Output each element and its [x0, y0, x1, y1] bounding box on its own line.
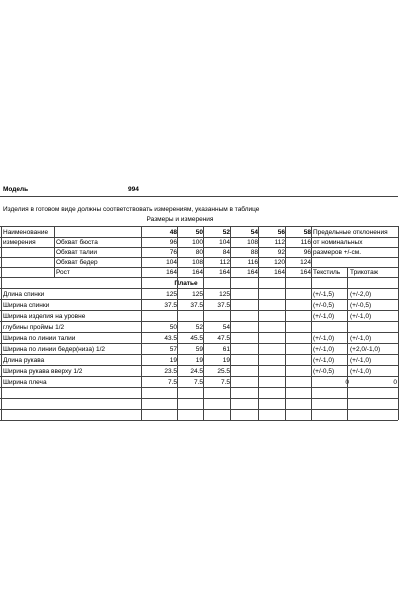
grid-line	[0, 247, 398, 248]
fabric-label-textile: Текстиль	[313, 269, 341, 276]
grid-line	[0, 332, 398, 333]
tolerance-header-line-3: размеров +/-см.	[313, 249, 362, 256]
dress-row-label: Ширина изделия на уровне	[3, 313, 86, 320]
tolerance-textile: 0	[345, 379, 349, 386]
grid-line	[347, 267, 348, 277]
cell-value: 45.5	[190, 335, 203, 342]
cell-value: 108	[247, 239, 258, 246]
cell-value: 47.5	[217, 335, 230, 342]
cell-value: 19	[195, 357, 203, 364]
row-label-height: Рост	[56, 269, 70, 276]
cell-value: 125	[192, 291, 203, 298]
grid-line	[0, 267, 398, 268]
grid-line	[0, 365, 398, 366]
dress-row-label: Ширина рукава вверху 1/2	[3, 368, 83, 375]
size-48-header: 48	[169, 229, 177, 236]
cell-value: 88	[250, 249, 258, 256]
tolerance-textile: (+/-0,5)	[313, 302, 335, 309]
tolerance-knit: 0	[393, 379, 397, 386]
row-label-waist: Обхват талии	[56, 249, 98, 256]
size-50-header: 50	[195, 229, 203, 236]
cell-value: 37.5	[217, 302, 230, 309]
dress-row-label: Ширина спинки	[3, 302, 50, 309]
grid-line	[0, 387, 398, 388]
grid-line	[1, 277, 2, 420]
tolerance-header-line-1: Предельные отклонения	[313, 229, 388, 236]
grid-line	[230, 277, 231, 420]
cell-value: 19	[222, 357, 230, 364]
cell-value: 54	[222, 324, 230, 331]
grid-line	[0, 343, 398, 344]
row-label-hips: Обхват бедер	[56, 259, 98, 266]
cell-value: 96	[303, 249, 311, 256]
cell-value: 7.5	[167, 379, 177, 386]
cell-value: 76	[169, 249, 177, 256]
cell-value: 164	[300, 269, 311, 276]
cell-value: 7.5	[193, 379, 203, 386]
model-label: Модель	[3, 186, 29, 193]
grid-line	[311, 277, 312, 420]
dress-row-label: Ширина по линии бедер(низа) 1/2	[3, 346, 105, 353]
cell-value: 112	[274, 239, 285, 246]
grid-line	[0, 310, 398, 311]
grid-line	[177, 226, 178, 277]
cell-value: 61	[222, 346, 230, 353]
tolerance-textile: (+/-1,0)	[313, 335, 335, 342]
cell-value: 84	[222, 249, 230, 256]
grid-line	[0, 277, 398, 278]
cell-value: 52	[195, 324, 203, 331]
row-label-bust: Обхват бюста	[56, 239, 98, 246]
grid-line	[0, 226, 398, 227]
grid-line	[347, 277, 348, 420]
grid-line	[0, 237, 398, 238]
grid-line	[0, 321, 398, 322]
grid-line	[258, 277, 259, 420]
grid-line	[0, 409, 398, 410]
cell-value: 116	[247, 259, 258, 266]
fabric-label-knit: Трикотаж	[350, 269, 379, 276]
grid-line	[0, 398, 398, 399]
cell-value: 125	[219, 291, 230, 298]
grid-line	[311, 226, 312, 277]
cell-value: 124	[300, 259, 311, 266]
grid-line	[285, 226, 286, 277]
cell-value: 59	[195, 346, 203, 353]
grid-line	[177, 277, 178, 420]
sizes-title: Размеры и измерения	[146, 216, 214, 223]
tolerance-textile: (+/-1,0)	[313, 357, 335, 364]
grid-line	[203, 277, 204, 420]
size-54-header: 54	[250, 229, 258, 236]
cell-value: 19	[169, 357, 177, 364]
tolerance-textile: (+/-1,5)	[313, 291, 335, 298]
cell-value: 125	[166, 291, 177, 298]
dress-title: Платье	[174, 280, 198, 287]
tolerance-knit: (+/-2,0)	[350, 291, 372, 298]
tolerance-knit: (+/-1,0)	[350, 313, 372, 320]
size-52-header: 52	[222, 229, 230, 236]
grid-line	[285, 277, 286, 420]
cell-value: 164	[274, 269, 285, 276]
cell-value: 116	[300, 239, 311, 246]
dress-row-label: глубины проймы 1/2	[3, 324, 65, 331]
cell-value: 43.5	[164, 335, 177, 342]
grid-line	[141, 277, 142, 420]
cell-value: 50	[169, 324, 177, 331]
tolerance-textile: (+/-1,0)	[313, 346, 335, 353]
cell-value: 164	[247, 269, 258, 276]
dress-row-label: Ширина плеча	[3, 379, 47, 386]
size-56-header: 56	[277, 229, 285, 236]
grid-line	[1, 226, 2, 277]
cell-value: 164	[219, 269, 230, 276]
grid-line	[54, 226, 55, 277]
grid-line	[0, 257, 398, 258]
grid-line	[0, 354, 398, 355]
cell-value: 37.5	[190, 302, 203, 309]
cell-value: 104	[219, 239, 230, 246]
dress-row-label: Ширина по линии талии	[3, 335, 76, 342]
cell-value: 57	[169, 346, 177, 353]
tolerance-knit: (+/-1,0)	[350, 368, 372, 375]
grid-line	[0, 420, 398, 421]
cell-value: 104	[166, 259, 177, 266]
cell-value: 120	[274, 259, 285, 266]
grid-line	[398, 277, 399, 420]
grid-line	[258, 226, 259, 277]
cell-value: 25.5	[217, 368, 230, 375]
name-label: Наименование	[3, 229, 49, 236]
grid-line	[141, 226, 142, 277]
cell-value: 112	[219, 259, 230, 266]
tolerance-textile: (+/-0,5)	[313, 368, 335, 375]
model-number: 994	[128, 186, 139, 193]
tolerance-knit: (+2,0/-1,0)	[350, 346, 381, 353]
dress-row-label: Длина спинки	[3, 291, 45, 298]
grid-line	[0, 288, 398, 289]
tolerance-knit: (+/-1,0)	[350, 335, 372, 342]
tolerance-knit: (+/-1,0)	[350, 357, 372, 364]
cell-value: 164	[192, 269, 203, 276]
cell-value: 92	[277, 249, 285, 256]
grid-line	[203, 226, 204, 277]
grid-line	[0, 196, 398, 197]
cell-value: 23.5	[164, 368, 177, 375]
grid-line	[0, 299, 398, 300]
cell-value: 80	[195, 249, 203, 256]
cell-value: 37.5	[164, 302, 177, 309]
grid-line	[398, 226, 399, 277]
measure-label: измерения	[3, 239, 36, 246]
dress-row-label: Длина рукава	[3, 357, 45, 364]
requirement-note: Изделия в готовом виде должны соответствовать измерениям, указанным в таблице	[3, 206, 260, 213]
grid-line	[0, 376, 398, 377]
tolerance-header-line-2: от номинальных	[313, 239, 363, 246]
grid-line	[230, 226, 231, 277]
tolerance-textile: (+/-1,0)	[313, 313, 335, 320]
size-58-header: 58	[303, 229, 311, 236]
tolerance-knit: (+/-0,5)	[350, 302, 372, 309]
cell-value: 7.5	[220, 379, 230, 386]
cell-value: 100	[192, 239, 203, 246]
cell-value: 164	[166, 269, 177, 276]
cell-value: 24.5	[190, 368, 203, 375]
cell-value: 108	[192, 259, 203, 266]
cell-value: 96	[169, 239, 177, 246]
